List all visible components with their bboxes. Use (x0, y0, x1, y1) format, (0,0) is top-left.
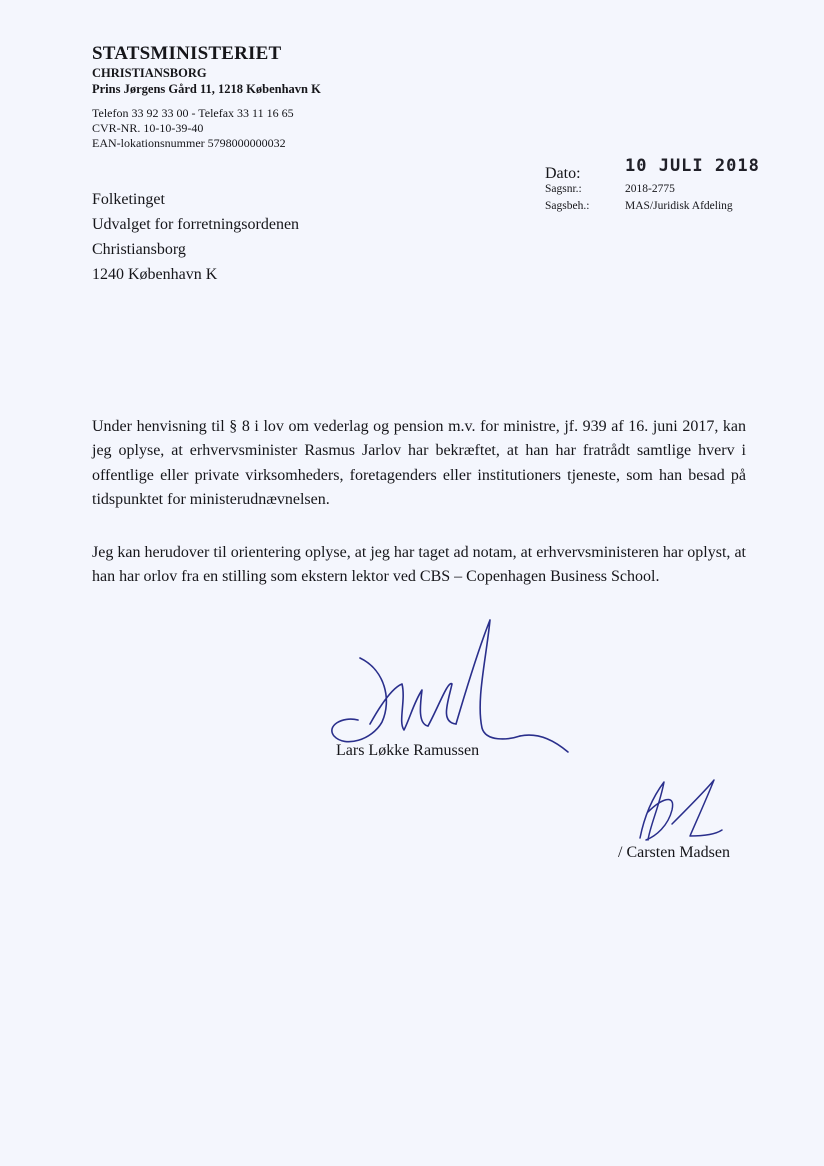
secondary-signatory-name: / Carsten Madsen (618, 844, 730, 861)
ean-number: EAN-lokationsnummer 5798000000032 (92, 136, 286, 150)
case-number-value: 2018-2775 (625, 183, 675, 195)
recipient-line: Udvalget for forretningsordenen (92, 216, 300, 233)
recipient-line: Christiansborg (92, 241, 186, 258)
cvr-number: CVR-NR. 10-10-39-40 (92, 121, 204, 135)
body-paragraph: Under henvisning til § 8 i lov om vederlag og pension m.v. for ministre, jf. 939 af 16. juni 2017, kan jeg oplyse, at erhvervsminister Rasmus Jarlov har bekræftet, at han har fratrådt samtlige hverv i offentlige eller private virksomheders, foretagenders eller institutioners tjeneste, som han besad på tidspunktet for ministerudnævnelsen. (92, 418, 746, 508)
body-paragraph: Jeg kan herudover til orientering oplyse, at jeg har taget ad notam, at erhvervsministeren har oplyst, at han har orlov fra en stilling som ekstern lektor ved CBS – Copenhagen Business School. (92, 544, 746, 586)
recipient-line: Folketinget (92, 191, 165, 208)
date-label: Dato: (545, 165, 581, 182)
phone-fax: Telefon 33 92 33 00 - Telefax 33 11 16 65 (92, 106, 294, 120)
case-handler-label: Sagsbeh.: (545, 200, 590, 212)
organization-name: STATSMINISTERIET (92, 43, 282, 64)
organization-address: Prins Jørgens Gård 11, 1218 København K (92, 82, 321, 96)
case-number-label: Sagsnr.: (545, 183, 582, 195)
case-handler-value: MAS/Juridisk Afdeling (625, 200, 733, 212)
date-stamp: 10 JULI 2018 (625, 156, 760, 176)
recipient-line: 1240 København K (92, 266, 218, 283)
primary-signatory-name: Lars Løkke Ramussen (336, 742, 480, 759)
organization-building: CHRISTIANSBORG (92, 66, 207, 80)
